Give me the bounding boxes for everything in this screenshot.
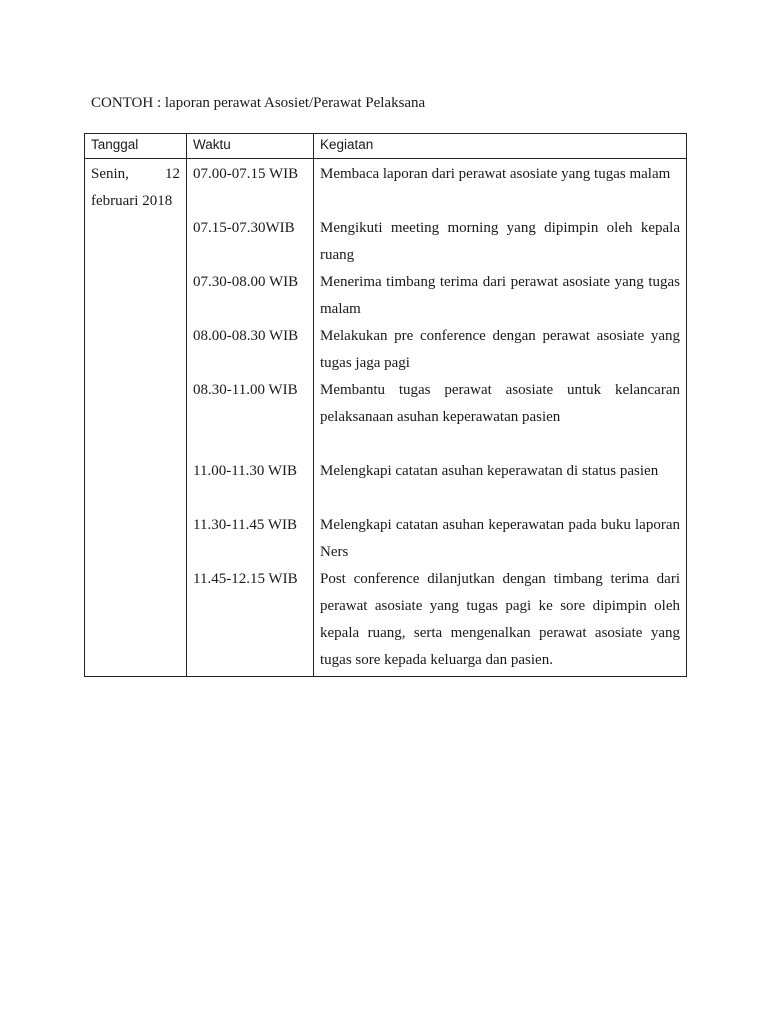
activity-column: [314, 159, 687, 677]
activity-entry: Membantu tugas perawat asosiate untuk kelancaran pelaksanaan asuhan keperawatan pasien: [320, 382, 680, 425]
date-number: 12: [165, 166, 180, 182]
activity-entry: Menerima timbang terima dari perawat asosiate yang tugas malam: [320, 274, 680, 317]
time-entry: 11.00-11.30 WIB: [193, 463, 298, 479]
time-column: [187, 159, 314, 677]
time-entry: 07.15-07.30WIB: [193, 220, 295, 236]
time-entry: 11.30-11.45 WIB: [193, 517, 298, 533]
report-table: [84, 133, 687, 677]
header-tanggal: Tanggal: [85, 134, 187, 159]
document-heading: CONTOH : laporan perawat Asosiet/Perawat Pelaksana: [91, 95, 426, 111]
header-kegiatan: Kegiatan: [314, 134, 687, 159]
time-entry: 07.30-08.00 WIB: [193, 274, 299, 290]
time-entry: 07.00-07.15 WIB: [193, 166, 299, 182]
activity-entry: Melengkapi catatan asuhan keperawatan pada buku laporan Ners: [320, 517, 680, 560]
date-month-year: februari 2018: [91, 193, 173, 209]
time-entry: 08.00-08.30 WIB: [193, 328, 299, 344]
table-header-row: [85, 134, 687, 159]
date-day: Senin,: [91, 166, 129, 182]
activity-entry: Mengikuti meeting morning yang dipimpin oleh kepala ruang: [320, 220, 680, 263]
time-entry: 11.45-12.15 WIB: [193, 571, 298, 587]
date-cell: [85, 159, 187, 677]
header-waktu: Waktu: [187, 134, 314, 159]
table-row: [85, 159, 687, 677]
time-entry: 08.30-11.00 WIB: [193, 382, 298, 398]
activity-entry: Post conference dilanjutkan dengan timbang terima dari perawat asosiate yang tugas pagi ke sore dipimpin oleh kepala ruang, serta mengenalkan perawat asosiate yang tugas sore kepada keluarga dan pasien.: [320, 571, 680, 668]
activity-entry: Melengkapi catatan asuhan keperawatan di status pasien: [320, 463, 659, 479]
activity-entry: Membaca laporan dari perawat asosiate yang tugas malam: [320, 166, 671, 182]
activity-entry: Melakukan pre conference dengan perawat asosiate yang tugas jaga pagi: [320, 328, 680, 371]
